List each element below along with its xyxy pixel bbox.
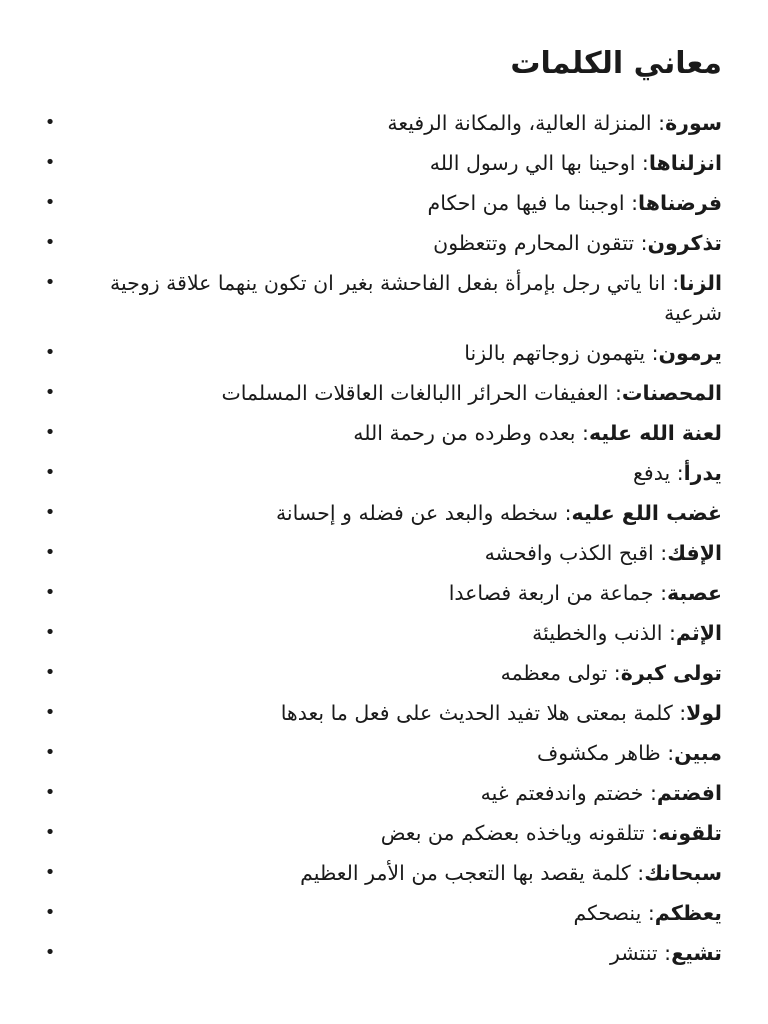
bullet-icon: • xyxy=(44,742,56,763)
glossary-item xyxy=(40,458,722,488)
glossary-definition: انا ياتي رجل بإمرأة بفعل الفاحشة بغير ان تكون ينهما علاقة زوجية شرعية xyxy=(109,271,722,325)
glossary-definition: اوجبنا ما فيها من احكام xyxy=(427,191,632,215)
term-separator: : xyxy=(637,861,645,885)
glossary-term: عصبة xyxy=(666,581,722,605)
glossary-term: سورة xyxy=(665,111,722,135)
term-separator: : xyxy=(631,191,639,215)
bullet-icon: • xyxy=(44,272,56,293)
glossary-list xyxy=(40,108,722,968)
glossary-definition: الذنب والخطيئة xyxy=(532,621,669,645)
glossary-item xyxy=(40,738,722,768)
glossary-term: يدرأ xyxy=(683,461,722,485)
glossary-term: تولى كبرة xyxy=(620,661,722,685)
glossary-definition: يدفع xyxy=(633,461,677,485)
bullet-icon: • xyxy=(44,542,56,563)
term-separator: : xyxy=(640,231,648,255)
glossary-item xyxy=(40,338,722,368)
term-separator: : xyxy=(660,541,668,565)
glossary-item xyxy=(40,578,722,608)
bullet-icon: • xyxy=(44,782,56,803)
bullet-icon: • xyxy=(44,862,56,883)
glossary-item xyxy=(40,818,722,848)
bullet-icon: • xyxy=(44,152,56,173)
glossary-term: فرضناها xyxy=(638,191,722,215)
glossary-term: لعنة الله عليه xyxy=(588,421,722,445)
bullet-icon: • xyxy=(44,422,56,443)
bullet-icon: • xyxy=(44,342,56,363)
glossary-item xyxy=(40,228,722,258)
glossary-definition: ينصحكم xyxy=(573,901,648,925)
glossary-term: يرمون xyxy=(658,341,722,365)
term-separator: : xyxy=(649,781,657,805)
glossary-definition: تتلقونه وياخذه بعضكم من بعض xyxy=(380,821,652,845)
term-separator: : xyxy=(647,901,655,925)
glossary-term: المحصنات xyxy=(621,381,722,405)
glossary-item xyxy=(40,268,722,328)
glossary-definition: اقبح الكذب وافحشه xyxy=(484,541,661,565)
glossary-term: الإثم xyxy=(675,621,722,645)
glossary-definition: كلمة يقصد بها التعجب من الأمر العظيم xyxy=(300,861,638,885)
glossary-term: غضب اللع عليه xyxy=(571,501,722,525)
term-separator: : xyxy=(660,581,667,605)
glossary-item xyxy=(40,618,722,648)
term-separator: : xyxy=(679,701,687,725)
glossary-definition: تتقون المحارم وتتعظون xyxy=(433,231,641,255)
bullet-icon: • xyxy=(44,502,56,523)
glossary-term: يعظكم xyxy=(654,901,722,925)
bullet-icon: • xyxy=(44,662,56,683)
term-separator: : xyxy=(669,621,676,645)
glossary-item xyxy=(40,858,722,888)
bullet-icon: • xyxy=(44,902,56,923)
term-separator: : xyxy=(651,341,659,365)
glossary-definition: جماعة من اربعة فصاعدا xyxy=(448,581,661,605)
term-separator: : xyxy=(613,661,621,685)
glossary-term: مبين xyxy=(674,741,722,765)
glossary-definition: تولى معظمه xyxy=(500,661,614,685)
bullet-icon: • xyxy=(44,622,56,643)
term-separator: : xyxy=(658,111,666,135)
glossary-item xyxy=(40,108,722,138)
page-title: معاني الكلمات xyxy=(510,46,722,81)
glossary-item xyxy=(40,378,722,408)
bullet-icon: • xyxy=(44,822,56,843)
bullet-icon: • xyxy=(44,192,56,213)
glossary-item xyxy=(40,538,722,568)
bullet-icon: • xyxy=(44,112,56,133)
glossary-term: الزنا xyxy=(679,271,722,295)
glossary-item xyxy=(40,188,722,218)
bullet-icon: • xyxy=(44,942,56,963)
term-separator: : xyxy=(614,381,622,405)
term-separator: : xyxy=(667,741,675,765)
glossary-item xyxy=(40,418,722,448)
glossary-item xyxy=(40,658,722,688)
glossary-term: تلقونه xyxy=(658,821,722,845)
glossary-definition: بعده وطرده من رحمة الله xyxy=(353,421,583,445)
bullet-icon: • xyxy=(44,232,56,253)
glossary-definition: المنزلة العالية، والمكانة الرفيعة xyxy=(387,111,659,135)
glossary-term: سبحانك xyxy=(644,861,722,885)
glossary-term: انزلناها xyxy=(648,151,722,175)
glossary-item xyxy=(40,938,722,968)
glossary-item xyxy=(40,498,722,528)
term-separator: : xyxy=(641,151,649,175)
glossary-definition: يتهمون زوجاتهم بالزنا xyxy=(464,341,652,365)
bullet-icon: • xyxy=(44,582,56,603)
term-separator: : xyxy=(564,501,572,525)
glossary-term: لولا xyxy=(686,701,722,725)
bullet-icon: • xyxy=(44,702,56,723)
glossary-definition: تنتشر xyxy=(609,941,665,965)
glossary-item xyxy=(40,898,722,928)
glossary-definition: ظاهر مكشوف xyxy=(537,741,668,765)
glossary-definition: العفيفات الحرائر االبالغات العاقلات المسلمات xyxy=(221,381,615,405)
bullet-icon: • xyxy=(44,382,56,403)
term-separator: : xyxy=(676,461,684,485)
glossary-definition: خضتم واندفعتم غيه xyxy=(480,781,650,805)
glossary-term: افضتم xyxy=(656,781,722,805)
glossary-term: تشيع xyxy=(671,941,722,965)
glossary-item xyxy=(40,778,722,808)
glossary-term: الإفك xyxy=(667,541,722,565)
glossary-definition: اوحينا بها الي رسول الله xyxy=(429,151,642,175)
term-separator: : xyxy=(672,271,680,295)
glossary-definition: سخطه والبعد عن فضله و إحسانة xyxy=(275,501,565,525)
bullet-icon: • xyxy=(44,462,56,483)
glossary-item xyxy=(40,148,722,178)
glossary-term: تذكرون xyxy=(647,231,722,255)
term-separator: : xyxy=(582,421,589,445)
glossary-definition: كلمة بمعتى هلا تفيد الحديث على فعل ما بعدها xyxy=(280,701,680,725)
term-separator: : xyxy=(664,941,672,965)
term-separator: : xyxy=(651,821,659,845)
glossary-item xyxy=(40,698,722,728)
